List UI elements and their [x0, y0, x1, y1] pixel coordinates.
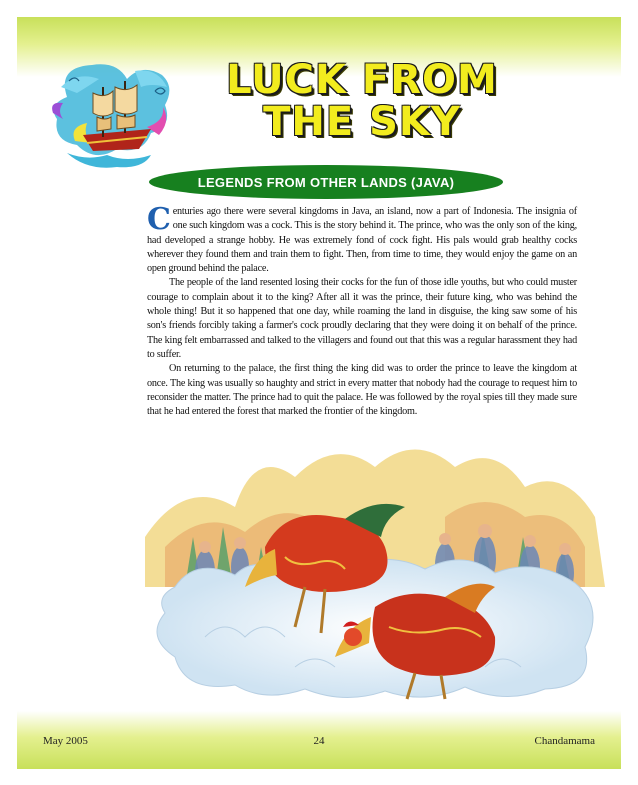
title-line-1: LUCK FROM — [226, 57, 498, 103]
story-paragraph-3: On returning to the palace, the first thing the king did was to order the prince to leave the kingdom at once. The king was usually so haughty and strict in every matter that nobody had the courage to request him to reconsider the matter. The prince had to quit the palace. He was followed by the royal spies till they made sure that he had entered the forest that marked the frontier of the kingdom. — [147, 363, 577, 418]
cock-fight-illustration — [145, 437, 605, 707]
story-paragraph-2: The people of the land resented losing their cocks for the fun of those idle youths, but who could muster courage to complain about it to the king? After all it was the prince, their future king, who was behind the whole thing! But it so happened that one day, while roaming the land in disguise, the king saw some of his son's friends forcibly taking a farmer's cock proudly declaring that they were doing it on behalf of the prince. The king felt embarrassed and talked to the villagers and found out that this was a regular harassment they had to suffer. — [147, 277, 577, 360]
banner-text: LEGENDS FROM OTHER LANDS (JAVA) — [197, 174, 455, 190]
footer-issue-date: May 2005 — [43, 735, 88, 747]
paragraph-1-text: enturies ago there were several kingdoms in Java, an island, now a part of Indonesia. The insignia of one such kingdom was a cock. This is the story behind it. The prince, who was the only son of the king, had developed a strange hobby. He was extremely fond of cock fight. His pals would grab healthy cocks wherever they found them and train them to fight. Then, from time to time, they would enjoy the game on an open ground behind the palace. — [147, 206, 577, 275]
section-banner — [149, 165, 503, 199]
footer-publication-name: Chandamama — [534, 735, 595, 747]
page-title — [202, 59, 522, 143]
story-paragraph-1 — [147, 202, 577, 276]
title-line-2: THE SKY — [263, 99, 461, 145]
story-text — [147, 202, 577, 419]
footer-page-number: 24 — [313, 735, 325, 747]
drop-cap: C — [147, 202, 171, 237]
ship-illustration — [47, 57, 179, 177]
magazine-page — [17, 17, 621, 769]
